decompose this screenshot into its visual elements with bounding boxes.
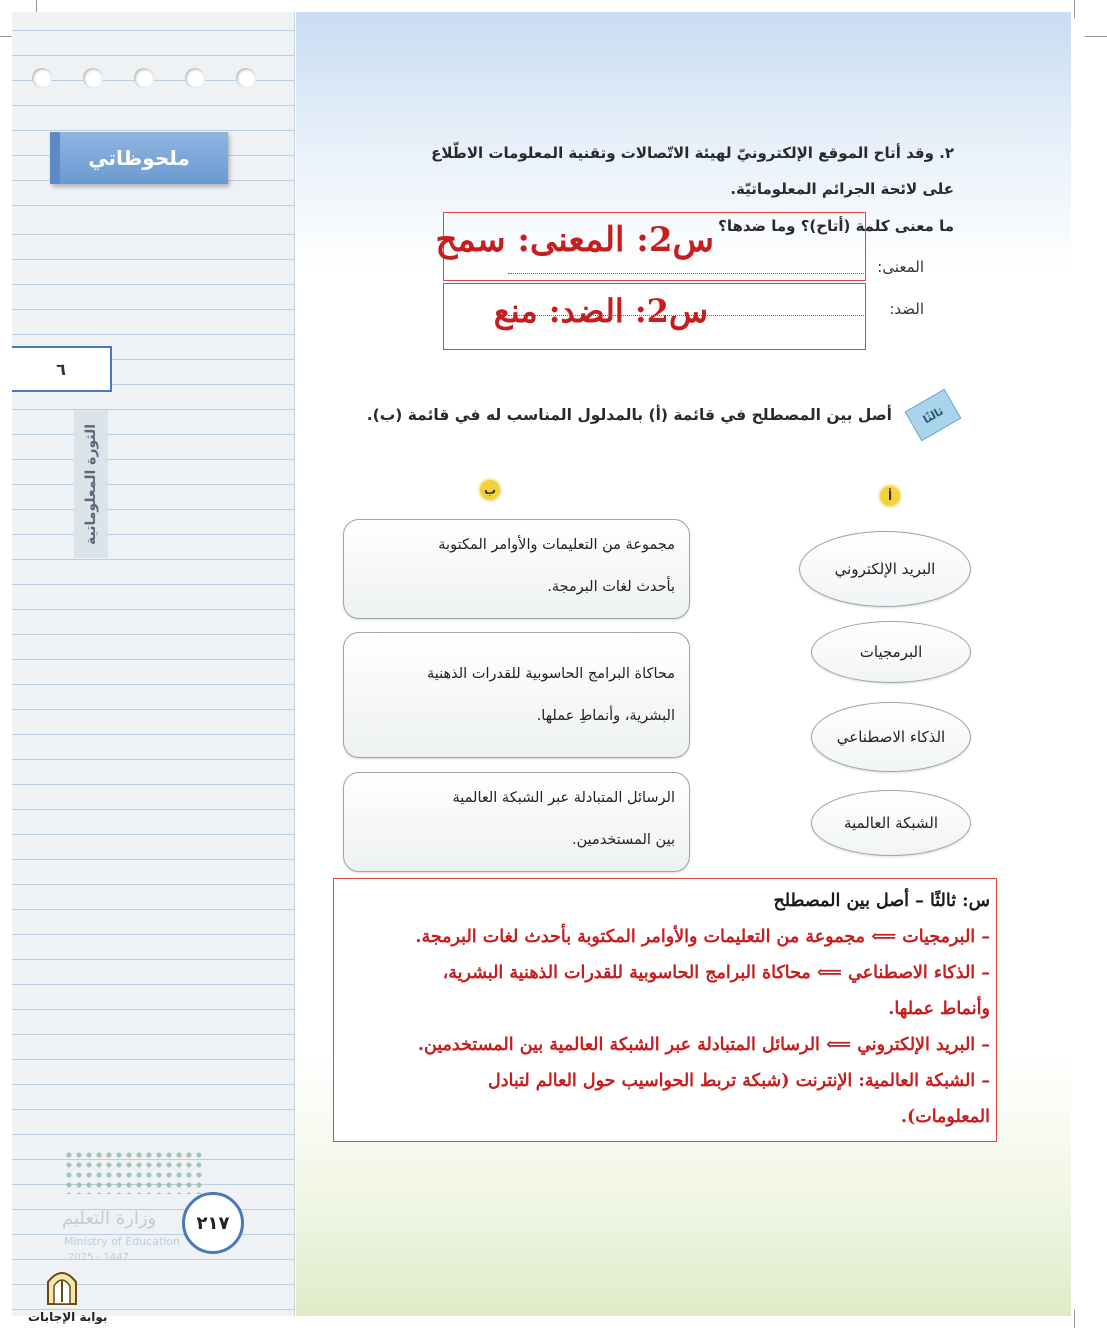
answer-line: وأنماط عملها.	[888, 999, 990, 1019]
section-3-instruction: أصل بين المصطلح في قائمة (أ) بالمدلول المناسب له في قائمة (ب).	[366, 406, 892, 424]
definition-line: بين المستخدمين.	[572, 832, 675, 848]
crop-mark	[1074, 1310, 1075, 1328]
term-ai: الذكاء الاصطناعي	[811, 702, 971, 772]
definition-line: الرسائل المتبادلة عبر الشبكة العالمية	[452, 790, 675, 806]
unit-title: الثورة المعلوماتية	[83, 423, 99, 545]
portal-label: بوابة الإجابات	[28, 1310, 108, 1324]
question-2-line-1: ٢. وقد أتاح الموقع الإلكترونيّ لهيئة الاتّصالات وتقنية المعلومات الاطّلاع	[431, 144, 954, 162]
definition-ai	[343, 632, 690, 758]
term-email: البريد الإلكتروني	[799, 531, 971, 607]
answer-title: س: ثالثًا – أصل بين المصطلح	[773, 891, 990, 911]
definition-line: البشرية، وأنماطِ عملها.	[536, 708, 675, 724]
binder-hole	[185, 68, 205, 88]
unit-number-tab	[12, 346, 112, 392]
ministry-name-en: Ministry of Education	[64, 1235, 181, 1248]
binder-hole	[134, 68, 154, 88]
ministry-name-ar: وزارة التعليم	[62, 1208, 157, 1229]
ministry-logo-dots	[64, 1150, 204, 1194]
term-software: البرمجيات	[811, 621, 971, 683]
definition-line: مجموعة من التعليمات والأوامر المكتوبة	[438, 537, 675, 553]
crop-mark	[1074, 0, 1075, 18]
list-a-label: أ	[878, 484, 902, 508]
answer-line: – الذكاء الاصطناعي ⟸ محاكاة البرامج الحاسوبية للقدرات الذهنية البشرية،	[442, 963, 990, 983]
binder-hole	[32, 68, 52, 88]
opposite-label: الضد:	[889, 300, 924, 318]
binder-hole	[83, 68, 103, 88]
definition-software	[343, 519, 690, 619]
question-2-prompt: ما معنى كلمة (أتاح)؟ وما ضدها؟	[718, 217, 954, 235]
term-www: الشبكة العالمية	[811, 790, 971, 856]
meaning-answer: س2: المعنى: سمح	[435, 220, 714, 260]
banner-edge	[50, 132, 60, 184]
answer-line: – الشبكة العالمية: الإنترنت (شبكة تربط الحواسيب حول العالم لتبادل	[487, 1071, 990, 1091]
notes-banner	[50, 132, 228, 184]
unit-title-strip	[74, 410, 108, 558]
portal-logo-icon	[44, 1266, 80, 1306]
meaning-label: المعنى:	[877, 258, 924, 276]
notes-sidebar	[12, 12, 295, 1324]
page-number: ٢١٧	[196, 1212, 230, 1234]
badge-shape	[905, 389, 962, 441]
opposite-answer: س2: الضد: منع	[493, 292, 708, 330]
definition-line: بأحدث لغات البرمجة.	[547, 579, 675, 595]
definition-line: محاكاة البرامج الحاسوبية للقدرات الذهنية	[426, 666, 675, 682]
page-number-circle	[182, 1192, 244, 1254]
answer-line: المعلومات).	[900, 1107, 990, 1127]
answer-box	[333, 878, 997, 1142]
binder-hole	[236, 68, 256, 88]
notes-title: ملحوظاتي	[88, 146, 190, 170]
definition-email	[343, 772, 690, 872]
list-b-label: ب	[478, 478, 502, 502]
answer-line: – البريد الإلكتروني ⟸ الرسائل المتبادلة عبر الشبكة العالمية بين المستخدمين.	[417, 1035, 990, 1055]
section-3-badge-label: ثالثًا	[920, 404, 946, 426]
unit-number: ٦	[56, 359, 66, 379]
answer-line: – البرمجيات ⟸ مجموعة من التعليمات والأوامر المكتوبة بأحدث لغات البرمجة.	[415, 927, 990, 947]
ministry-year: 2025 - 1447	[68, 1252, 129, 1263]
crop-mark	[1085, 36, 1107, 37]
question-2-line-2: على لائحة الجرائم المعلوماتيّة.	[730, 180, 954, 198]
section-3-badge	[904, 392, 962, 438]
